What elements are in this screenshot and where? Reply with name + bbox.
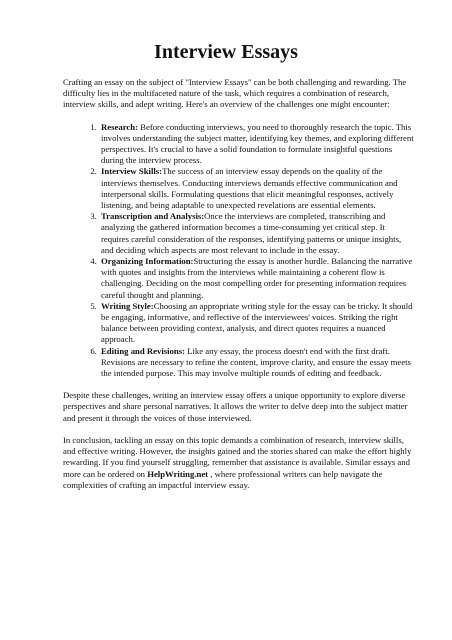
helpwriting-link[interactable]: HelpWriting.net <box>147 468 209 479</box>
list-item-text: Choosing an appropriate writing style for the essay can be tricky. It should be engaging, informative, and reflective of the interviewees' voices. Striking the right balance between providing context, analysis, and direct quotes requires a nuanced approach. <box>101 300 413 345</box>
list-item-term: Interview Skills: <box>101 166 163 177</box>
challenges-list <box>63 122 415 380</box>
list-item-term: Transcription and Analysis: <box>101 211 205 222</box>
list-item-term: Writing Style: <box>101 300 154 311</box>
despite-paragraph: Despite these challenges, writing an interview essay offers a unique opportunity to explore diverse perspectives and share personal narratives. It allows the writer to delve deep into the subject matter and present it through the voices of those interviewed. <box>63 390 408 423</box>
list-item-term: Research: <box>101 121 138 132</box>
document-title: Interview Essays <box>154 41 298 63</box>
list-item-text: Structuring the essay is another hurdle. Balancing the narrative with quotes and insights from the interviews while maintaining a coherent flow is challenging. Deciding on the most compelling order for presenting information requires careful thought and planning. <box>101 256 413 300</box>
list-item-text: The success of an interview essay depends on the quality of the interviews themselves. Conducting interviews demands effective communication and interpersonal skills. Formulating questions that elicit meaningful responses, actively listening, and being adaptable to unexpected revelations are essential elements. <box>101 166 398 211</box>
list-item-text: Like any essay, the process doesn't end with the first draft. Revisions are necessary to refine the content, improve clarity, and ensure the essay meets the intended purpose. This may involve multiple rounds of editing and feedback. <box>101 345 411 379</box>
list-item <box>99 122 415 167</box>
conclusion-paragraph <box>63 435 415 491</box>
document-body <box>63 77 415 502</box>
conclusion-text-start: In conclusion, tackling an essay on this topic demands a combination of research, interview skills, and effective writing. However, the insights gained and the stories shared can make the effort highly rewarding. If you find yourself struggling, remember that assistance is available. Similar essays and more can be ordered on <box>63 434 412 479</box>
list-item-term: Organizing Information: <box>101 256 194 267</box>
list-item-text: Once the interviews are completed, transcribing and analyzing the gathered information becomes a time-consuming yet critical step. It requires careful consideration of the responses, identifying patterns or unique insights, and deciding which aspects are most relevant to include in the essay. <box>101 211 402 255</box>
list-item <box>99 166 415 211</box>
intro-paragraph: Crafting an essay on the subject of "Interview Essays" can be both challenging and rewarding. The difficulty lies in the multifaceted nature of the task, which requires a combination of research, interview skills, and adept writing. Here's an overview of the challenges one might encounter: <box>63 77 407 110</box>
list-item-term: Editing and Revisions: <box>101 345 186 356</box>
list-item <box>99 301 415 346</box>
list-item <box>99 346 415 380</box>
list-item <box>99 211 415 256</box>
list-item-text: Before conducting interviews, you need to thoroughly research the topic. This involves understanding the subject matter, identifying key themes, and exploring different perspectives. It's crucial to have a solid foundation to formulate insightful questions during the interview process. <box>101 121 414 166</box>
conclusion-text-end: , where professional writers can help navigate the complexities of crafting an impactful interview essay. <box>63 468 383 490</box>
list-item <box>99 256 415 301</box>
